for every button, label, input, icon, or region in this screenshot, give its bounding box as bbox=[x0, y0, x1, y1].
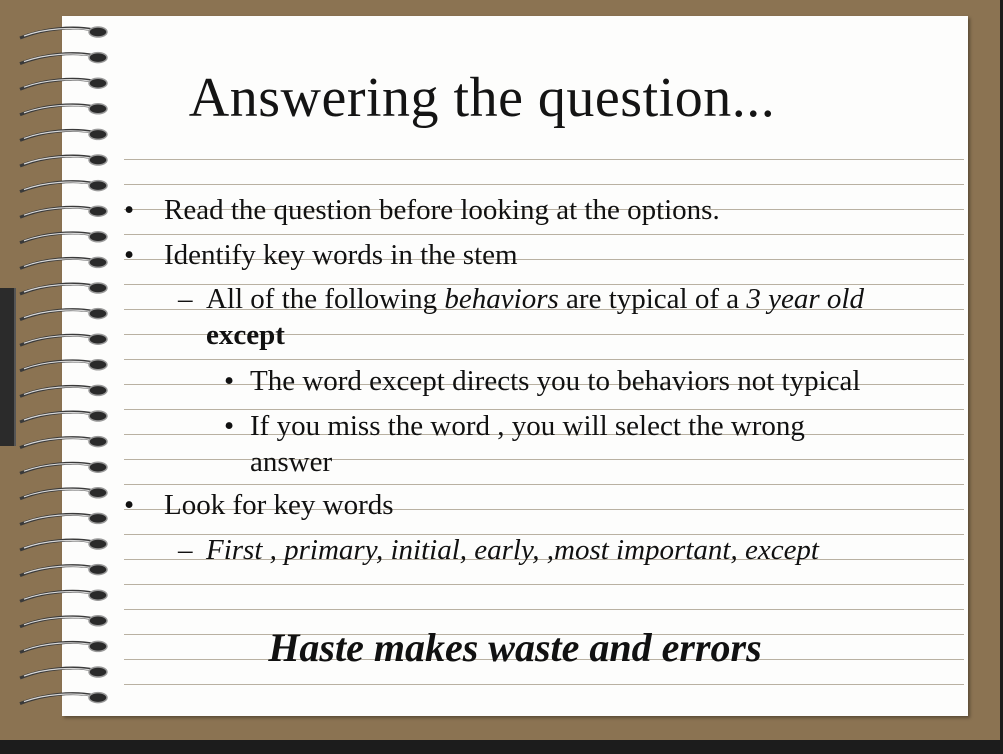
slide-title: Answering the question... bbox=[188, 67, 776, 129]
spiral-hole bbox=[89, 539, 107, 549]
spiral-hole bbox=[89, 488, 107, 498]
sub-bullet-text: First , primary, initial, early, ,most important, except bbox=[206, 534, 819, 566]
bullet-marker: • bbox=[224, 365, 235, 397]
spiral-hole bbox=[89, 462, 107, 472]
bullet-text: Identify key words in the stem bbox=[164, 239, 518, 271]
spiral-hole bbox=[89, 565, 107, 575]
bullet-marker: • bbox=[124, 194, 135, 226]
sub-bullet-item bbox=[178, 532, 819, 568]
ruled-line bbox=[124, 234, 964, 235]
sub-sub-bullet-continuation bbox=[250, 444, 332, 480]
spiral-hole bbox=[89, 53, 107, 63]
spiral-hole bbox=[89, 513, 107, 523]
sub-sub-bullet-item bbox=[224, 408, 805, 444]
sub-bullet-item bbox=[178, 281, 864, 317]
spiral-hole bbox=[89, 334, 107, 344]
sub-bullet-continuation bbox=[206, 317, 285, 353]
spiral-hole bbox=[89, 411, 107, 421]
bullet-item bbox=[124, 192, 720, 228]
sub-sub-bullet-item bbox=[224, 363, 860, 399]
sub-sub-bullet-text: If you miss the word , you will select the wrong bbox=[250, 410, 805, 442]
ruled-line bbox=[124, 184, 964, 185]
spiral-hole bbox=[89, 232, 107, 242]
ruled-line bbox=[124, 359, 964, 360]
sub-sub-bullet-text: answer bbox=[250, 446, 333, 478]
spiral-hole bbox=[89, 27, 107, 37]
spiral-hole bbox=[89, 206, 107, 216]
spiral-hole bbox=[89, 129, 107, 139]
spiral-hole bbox=[89, 257, 107, 267]
sub-sub-bullet-text: The word except directs you to behaviors not typical bbox=[250, 365, 861, 397]
ruled-line bbox=[124, 584, 964, 585]
spiral-hole bbox=[89, 155, 107, 165]
ruled-line bbox=[124, 484, 964, 485]
ruled-line bbox=[124, 159, 964, 160]
spiral-hole bbox=[89, 590, 107, 600]
bullet-marker: • bbox=[124, 489, 135, 521]
bullet-text: Read the question before looking at the options. bbox=[164, 194, 720, 226]
spiral-hole bbox=[89, 385, 107, 395]
dash-marker: – bbox=[178, 534, 193, 566]
spiral-hole bbox=[89, 309, 107, 319]
spiral-hole bbox=[89, 181, 107, 191]
emphasis-text: behaviors bbox=[444, 283, 559, 315]
spiral-hole bbox=[89, 616, 107, 626]
spiral-hole bbox=[89, 283, 107, 293]
emphasis-text: 3 year old bbox=[746, 283, 864, 315]
dash-marker: – bbox=[178, 283, 193, 315]
bullet-item bbox=[124, 237, 518, 273]
bullet-marker: • bbox=[224, 410, 235, 442]
bullet-marker: • bbox=[124, 239, 135, 271]
sub-bullet-text: are typical of a bbox=[558, 283, 747, 315]
sub-bullet-text: All of the following bbox=[206, 283, 445, 315]
closing-motto: Haste makes waste and errors bbox=[268, 625, 762, 670]
spiral-hole bbox=[89, 437, 107, 447]
bullet-item bbox=[124, 487, 394, 523]
ruled-line bbox=[124, 609, 964, 610]
spiral-hole bbox=[89, 693, 107, 703]
bold-keyword: except bbox=[206, 319, 285, 351]
bullet-text: Look for key words bbox=[164, 489, 394, 521]
ruled-line bbox=[124, 684, 964, 685]
spiral-hole bbox=[89, 360, 107, 370]
